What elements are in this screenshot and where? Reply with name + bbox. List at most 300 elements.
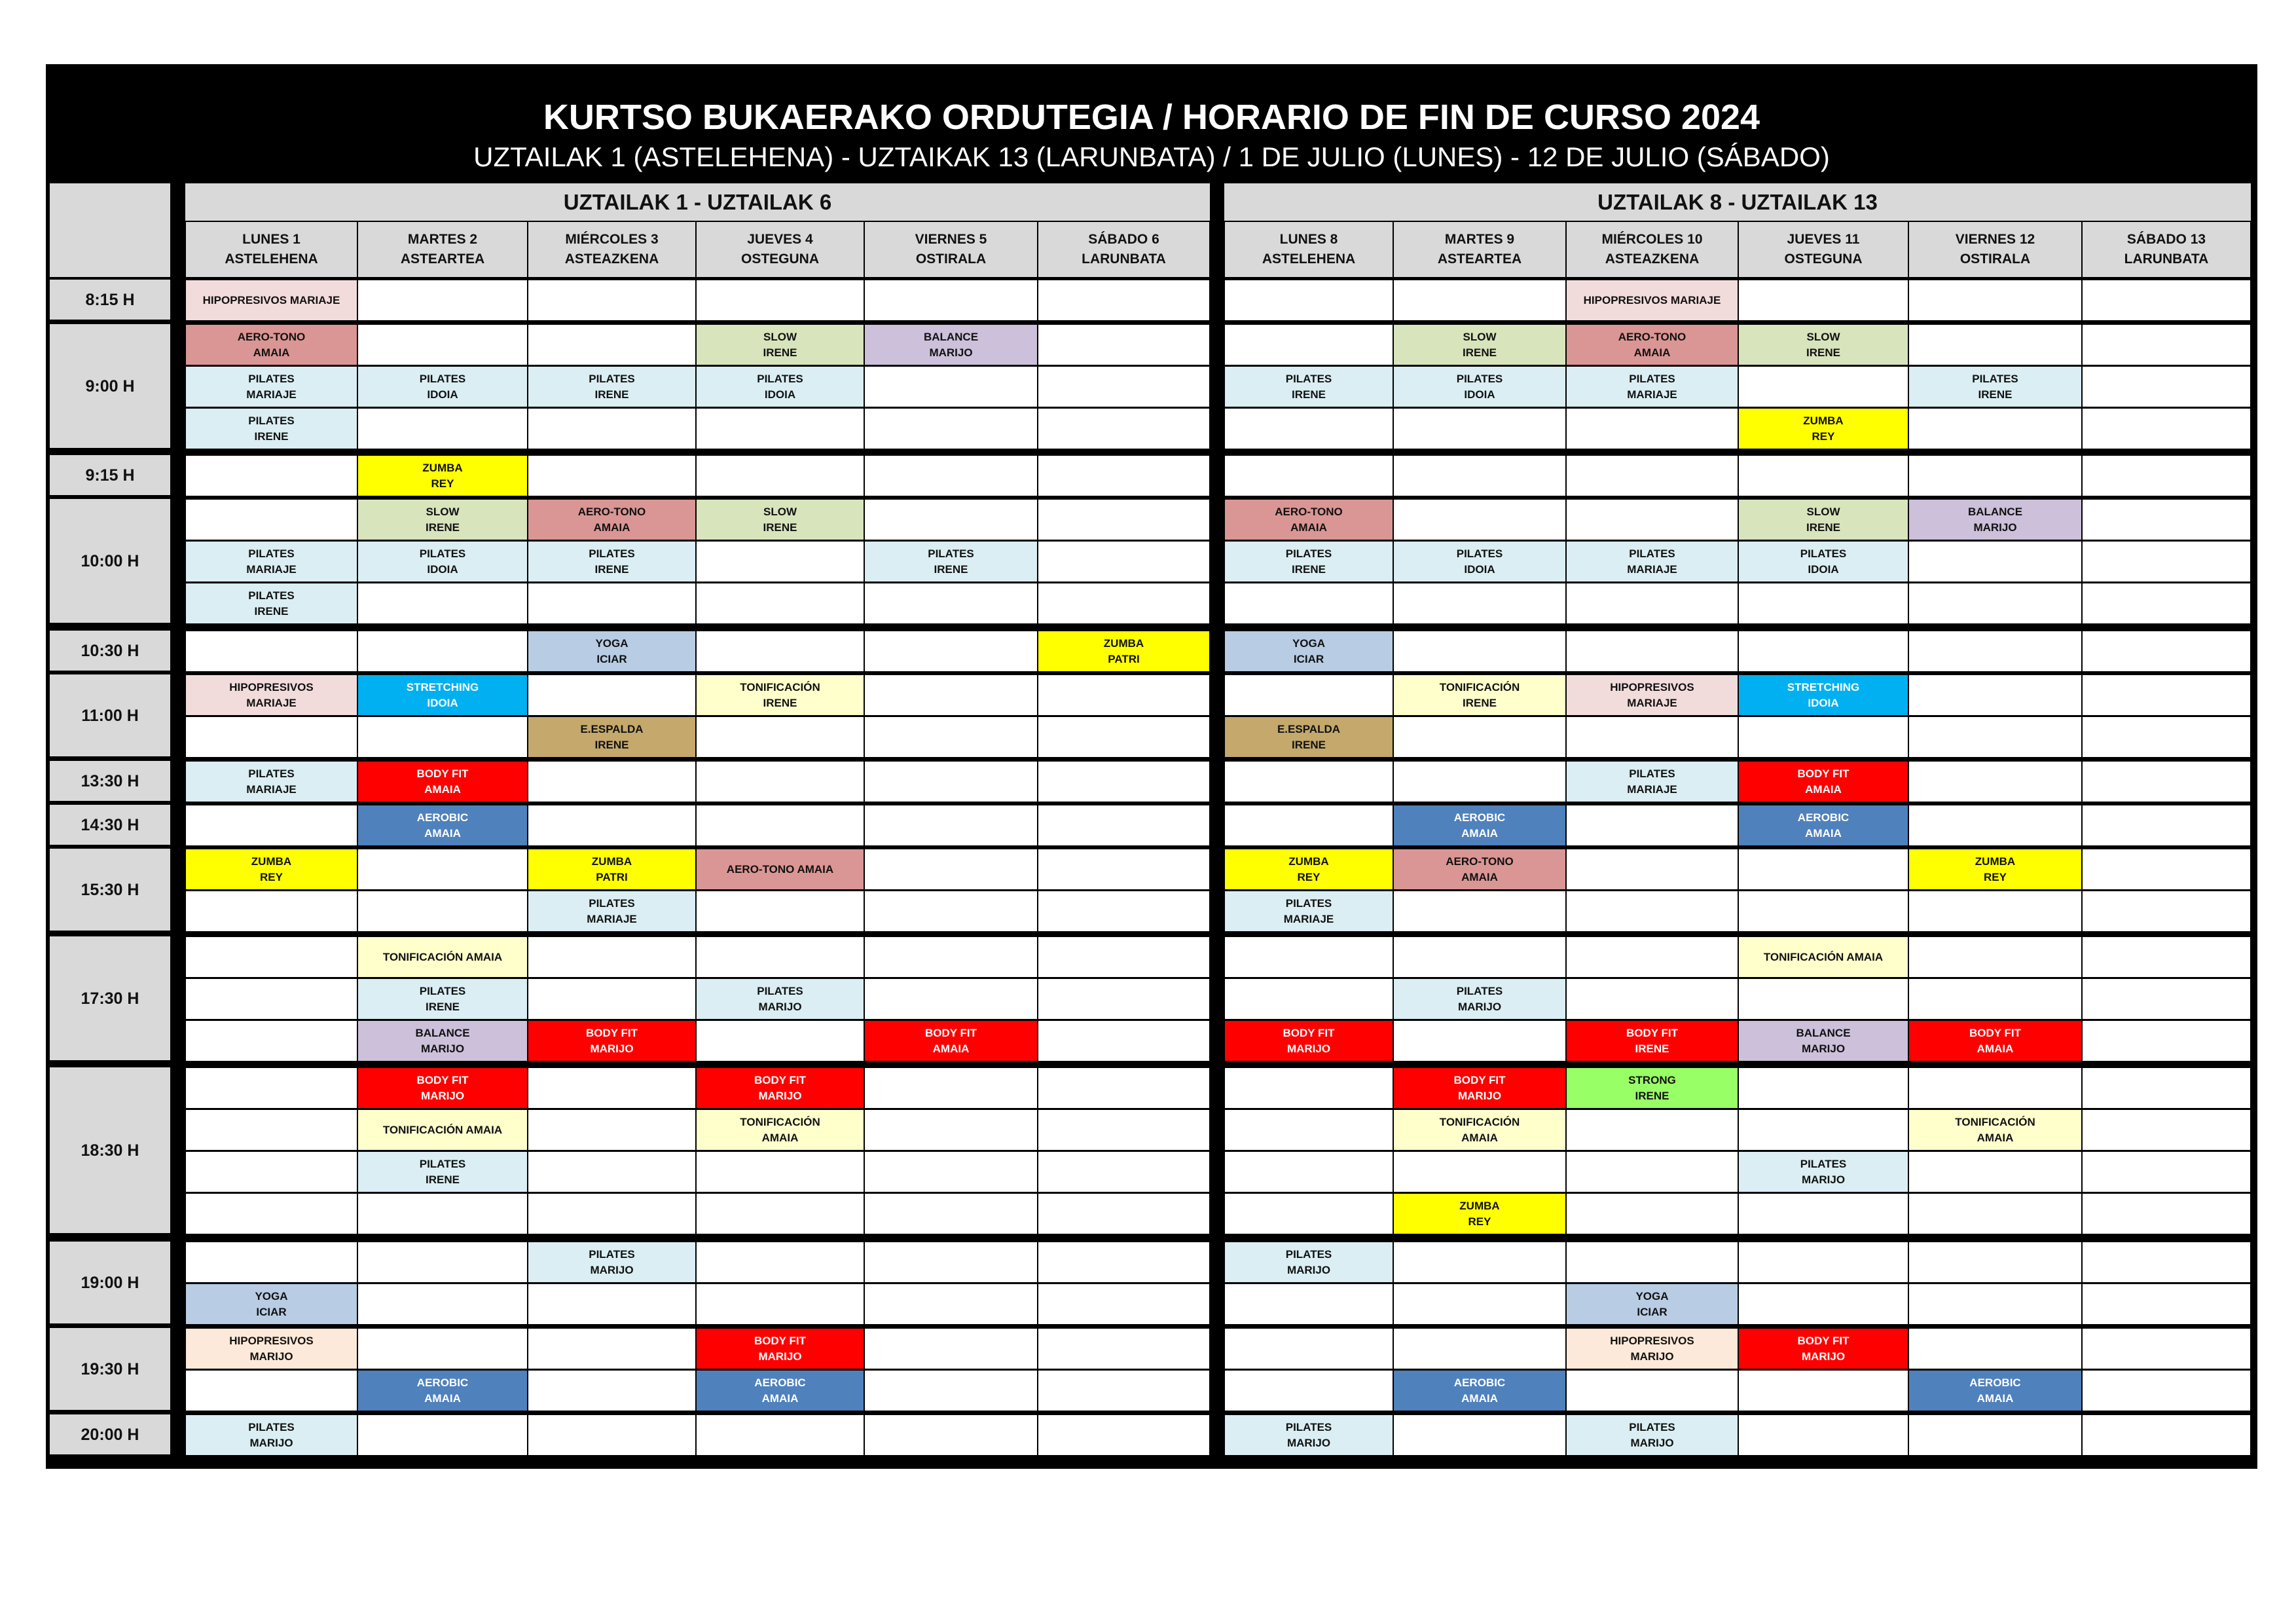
- class-cell[interactable]: [358, 937, 527, 977]
- class-cell[interactable]: [528, 500, 695, 540]
- empty-cell: [1567, 456, 1738, 496]
- class-cell[interactable]: [1394, 849, 1565, 889]
- class-cell[interactable]: [1567, 280, 1738, 320]
- day-header-line: ASTEAZKENA: [564, 251, 659, 267]
- class-cell-line: PILATES: [1285, 372, 1332, 385]
- empty-cell: [697, 280, 864, 320]
- empty-cell: [1567, 849, 1738, 889]
- class-cell[interactable]: [697, 367, 864, 407]
- class-cell[interactable]: [865, 1021, 1037, 1061]
- class-cell[interactable]: [186, 542, 357, 581]
- class-cell[interactable]: [186, 280, 357, 320]
- class-cell[interactable]: [1739, 1329, 1908, 1369]
- empty-cell: [697, 1021, 864, 1061]
- empty-cell: [1909, 1284, 2081, 1324]
- empty-cell: [528, 456, 695, 496]
- class-cell[interactable]: [697, 849, 864, 889]
- class-cell-line: PATRI: [1108, 652, 1140, 665]
- class-cell[interactable]: [697, 1068, 864, 1108]
- empty-cell: [1909, 583, 2081, 623]
- class-cell[interactable]: [358, 367, 527, 407]
- class-cell-line: HIPOPRESIVOS MARIAJE: [202, 293, 340, 306]
- class-cell[interactable]: [697, 979, 864, 1019]
- class-cell[interactable]: [1394, 979, 1565, 1019]
- day-header: [1225, 222, 1393, 277]
- empty-cell: [1739, 1068, 1908, 1108]
- class-cell-line: BODY FIT: [1797, 767, 1850, 780]
- class-cell-line: PILATES: [1800, 547, 1847, 560]
- time-slot: 14:30 H: [50, 805, 170, 845]
- class-cell[interactable]: [358, 762, 527, 802]
- class-cell[interactable]: [528, 631, 695, 671]
- class-cell[interactable]: [358, 979, 527, 1019]
- empty-cell: [865, 1415, 1037, 1455]
- empty-cell: [865, 500, 1037, 540]
- empty-cell: [528, 583, 695, 623]
- class-cell-line: PILATES: [1456, 984, 1503, 997]
- empty-cell: [528, 937, 695, 977]
- class-cell[interactable]: [1225, 631, 1393, 671]
- empty-cell: [1567, 805, 1738, 845]
- class-cell[interactable]: [697, 1329, 864, 1369]
- empty-cell: [1038, 937, 1209, 977]
- empty-cell: [1394, 891, 1565, 931]
- empty-cell: [1394, 1152, 1565, 1192]
- empty-cell: [1909, 717, 2081, 757]
- empty-cell: [1038, 1068, 1209, 1108]
- empty-cell: [1394, 409, 1565, 449]
- empty-cell: [186, 805, 357, 845]
- class-cell[interactable]: [186, 1415, 357, 1455]
- empty-cell: [1909, 979, 2081, 1019]
- class-cell-line: MARIAJE: [246, 563, 297, 576]
- class-cell[interactable]: [1909, 1021, 2081, 1061]
- class-cell[interactable]: [1225, 367, 1393, 407]
- empty-cell: [1909, 937, 2081, 977]
- empty-cell: [865, 979, 1037, 1019]
- time-slot: 11:00 H: [50, 674, 170, 756]
- class-cell[interactable]: [358, 1152, 527, 1192]
- class-cell[interactable]: [528, 849, 695, 889]
- class-cell-line: MARIJO: [1457, 1089, 1502, 1102]
- class-cell[interactable]: [1038, 631, 1209, 671]
- empty-cell: [865, 1194, 1037, 1234]
- class-cell-line: TONIFICACIÓN: [740, 1115, 820, 1128]
- class-cell-line: BODY FIT: [924, 1026, 977, 1039]
- empty-cell: [865, 280, 1037, 320]
- class-cell-line: ICIAR: [1637, 1305, 1667, 1318]
- empty-cell: [1038, 1415, 1209, 1455]
- empty-cell: [186, 1371, 357, 1411]
- class-cell[interactable]: [1394, 675, 1565, 715]
- empty-cell: [1225, 1371, 1393, 1411]
- empty-cell: [1038, 409, 1209, 449]
- class-cell-line: PILATES: [1629, 767, 1675, 780]
- empty-cell: [865, 1110, 1037, 1150]
- empty-cell: [1394, 1329, 1565, 1369]
- class-cell-line: REY: [1468, 1215, 1491, 1228]
- empty-cell: [1225, 325, 1393, 365]
- class-cell-line: PILATES: [1285, 547, 1332, 560]
- empty-cell: [1909, 456, 2081, 496]
- day-header-line: ASTEAZKENA: [1605, 251, 1700, 267]
- class-cell[interactable]: [697, 500, 864, 540]
- empty-cell: [186, 631, 357, 671]
- empty-cell: [358, 849, 527, 889]
- class-cell[interactable]: [1909, 849, 2081, 889]
- class-cell[interactable]: [865, 542, 1037, 581]
- class-cell-line: MARIAJE: [1627, 783, 1677, 796]
- empty-cell: [528, 325, 695, 365]
- class-cell[interactable]: [1567, 1068, 1738, 1108]
- empty-cell: [1225, 583, 1393, 623]
- day-header-line: JUEVES 11: [1787, 232, 1860, 247]
- empty-cell: [697, 631, 864, 671]
- day-header-line: ASTEARTEA: [400, 251, 485, 267]
- class-cell-line: ZUMBA: [251, 855, 292, 868]
- empty-cell: [1394, 1242, 1565, 1282]
- empty-cell: [1567, 631, 1738, 671]
- day-header-line: MIÉRCOLES 3: [565, 232, 659, 247]
- class-cell[interactable]: [528, 1021, 695, 1061]
- empty-cell: [186, 937, 357, 977]
- class-cell[interactable]: [1567, 762, 1738, 802]
- class-cell-line: PILATES: [419, 547, 466, 560]
- empty-cell: [2083, 456, 2250, 496]
- class-cell-line: TONIFICACIÓN: [740, 680, 820, 693]
- class-cell-line: SLOW: [426, 505, 460, 518]
- time-slot: 13:30 H: [50, 761, 170, 801]
- class-cell-line: PILATES: [757, 372, 803, 385]
- empty-cell: [2083, 762, 2250, 802]
- empty-cell: [528, 1068, 695, 1108]
- day-header: [697, 222, 864, 277]
- empty-cell: [1567, 1194, 1738, 1234]
- empty-cell: [1225, 1068, 1393, 1108]
- empty-cell: [1567, 1152, 1738, 1192]
- class-cell[interactable]: [1909, 1110, 2081, 1150]
- class-cell-line: ICIAR: [596, 652, 627, 665]
- class-cell-line: BODY FIT: [754, 1334, 807, 1347]
- class-cell[interactable]: [1225, 891, 1393, 931]
- class-cell[interactable]: [358, 805, 527, 845]
- class-cell-line: IRENE: [426, 1000, 460, 1013]
- class-cell[interactable]: [1394, 805, 1565, 845]
- empty-cell: [865, 805, 1037, 845]
- class-cell[interactable]: [697, 1371, 864, 1411]
- class-cell[interactable]: [865, 325, 1037, 365]
- class-cell-line: E.ESPALDA: [580, 722, 644, 735]
- day-header: [1567, 222, 1738, 277]
- empty-cell: [1225, 762, 1393, 802]
- empty-cell: [2083, 1371, 2250, 1411]
- empty-cell: [186, 1152, 357, 1192]
- class-cell-line: BALANCE: [1796, 1026, 1851, 1039]
- class-cell[interactable]: [358, 500, 527, 540]
- class-cell[interactable]: [1739, 675, 1908, 715]
- class-cell-line: TONIFICACIÓN AMAIA: [1763, 950, 1884, 963]
- empty-cell: [697, 891, 864, 931]
- class-cell[interactable]: [1739, 1152, 1908, 1192]
- empty-cell: [1739, 631, 1908, 671]
- class-cell[interactable]: [1225, 1021, 1393, 1061]
- empty-cell: [1739, 1371, 1908, 1411]
- empty-cell: [1739, 717, 1908, 757]
- empty-cell: [2083, 1110, 2250, 1150]
- class-cell[interactable]: [358, 456, 527, 496]
- empty-cell: [1038, 1284, 1209, 1324]
- class-cell[interactable]: [186, 1284, 357, 1324]
- empty-cell: [865, 583, 1037, 623]
- empty-cell: [1567, 979, 1738, 1019]
- empty-cell: [528, 1415, 695, 1455]
- class-cell[interactable]: [1225, 717, 1393, 757]
- class-cell[interactable]: [186, 849, 357, 889]
- empty-cell: [1038, 1110, 1209, 1150]
- class-cell[interactable]: [358, 1021, 527, 1061]
- class-cell-line: MARIJO: [1630, 1350, 1674, 1363]
- class-cell-line: IRENE: [1463, 346, 1497, 359]
- class-cell-line: IRENE: [254, 430, 289, 443]
- class-cell[interactable]: [1567, 1329, 1738, 1369]
- class-cell[interactable]: [1394, 325, 1565, 365]
- class-cell[interactable]: [186, 675, 357, 715]
- empty-cell: [358, 1284, 527, 1324]
- class-cell-line: AEROBIC: [1453, 1376, 1506, 1389]
- class-cell[interactable]: [358, 675, 527, 715]
- day-header-line: ASTELEHENA: [225, 251, 318, 267]
- class-cell[interactable]: [528, 1242, 695, 1282]
- empty-cell: [2083, 1415, 2250, 1455]
- class-cell-line: AERO-TONO AMAIA: [726, 862, 834, 876]
- day-header: [1739, 222, 1908, 277]
- class-cell[interactable]: [1567, 1415, 1738, 1455]
- empty-cell: [1038, 367, 1209, 407]
- class-cell[interactable]: [186, 1329, 357, 1369]
- class-cell-line: IRENE: [1292, 563, 1326, 576]
- class-cell-line: SLOW: [1463, 330, 1497, 343]
- class-cell[interactable]: [1739, 542, 1908, 581]
- time-slot: 10:30 H: [50, 631, 170, 671]
- class-cell[interactable]: [528, 367, 695, 407]
- empty-cell: [186, 717, 357, 757]
- class-cell-line: BALANCE: [1967, 505, 2023, 518]
- class-cell-line: PILATES: [589, 896, 635, 910]
- class-cell-line: IRENE: [594, 563, 629, 576]
- empty-cell: [1225, 1329, 1393, 1369]
- class-cell[interactable]: [1225, 849, 1393, 889]
- class-cell[interactable]: [1739, 1021, 1908, 1061]
- class-cell[interactable]: [1394, 1110, 1565, 1150]
- class-cell[interactable]: [697, 1110, 864, 1150]
- empty-cell: [1038, 805, 1209, 845]
- time-slot: 19:30 H: [50, 1328, 170, 1410]
- class-cell-line: IRENE: [1292, 388, 1326, 401]
- class-cell[interactable]: [186, 762, 357, 802]
- class-cell[interactable]: [358, 1110, 527, 1150]
- class-cell-line: AMAIA: [932, 1042, 970, 1055]
- class-cell[interactable]: [1394, 1194, 1565, 1234]
- empty-cell: [1567, 717, 1738, 757]
- class-cell[interactable]: [528, 717, 695, 757]
- class-cell-line: AMAIA: [424, 826, 461, 840]
- empty-cell: [1038, 1329, 1209, 1369]
- empty-cell: [186, 456, 357, 496]
- class-cell-line: TONIFICACIÓN: [1439, 1115, 1520, 1128]
- empty-cell: [2083, 1194, 2250, 1234]
- empty-cell: [2083, 849, 2250, 889]
- class-cell[interactable]: [1394, 1371, 1565, 1411]
- class-cell-line: PILATES: [1285, 1247, 1332, 1261]
- class-cell-line: ICIAR: [256, 1305, 287, 1318]
- class-cell[interactable]: [358, 542, 527, 581]
- corner-header: [50, 183, 170, 277]
- empty-cell: [697, 1242, 864, 1282]
- day-header-line: MIÉRCOLES 10: [1601, 232, 1703, 247]
- class-cell-line: AMAIA: [761, 1392, 799, 1405]
- empty-cell: [2083, 805, 2250, 845]
- empty-cell: [2083, 717, 2250, 757]
- empty-cell: [865, 456, 1037, 496]
- class-cell-line: MARIJO: [420, 1042, 465, 1055]
- class-cell[interactable]: [1739, 762, 1908, 802]
- class-cell-line: TONIFICACIÓN AMAIA: [382, 1123, 503, 1136]
- empty-cell: [1394, 631, 1565, 671]
- class-cell[interactable]: [1225, 500, 1393, 540]
- class-cell-line: MARIJO: [1286, 1436, 1331, 1449]
- empty-cell: [1909, 675, 2081, 715]
- empty-cell: [1225, 1284, 1393, 1324]
- empty-cell: [697, 456, 864, 496]
- empty-cell: [1739, 849, 1908, 889]
- class-cell[interactable]: [528, 542, 695, 581]
- empty-cell: [358, 631, 527, 671]
- empty-cell: [358, 1415, 527, 1455]
- class-cell-line: BODY FIT: [416, 767, 469, 780]
- empty-cell: [865, 762, 1037, 802]
- class-cell[interactable]: [1739, 805, 1908, 845]
- class-cell[interactable]: [1739, 409, 1908, 449]
- class-cell-line: HIPOPRESIVOS: [229, 1334, 314, 1347]
- class-cell-line: AEROBIC: [1969, 1376, 2021, 1389]
- class-cell[interactable]: [1567, 542, 1738, 581]
- class-cell[interactable]: [1567, 325, 1738, 365]
- empty-cell: [1909, 409, 2081, 449]
- class-cell[interactable]: [1909, 1371, 2081, 1411]
- class-cell[interactable]: [186, 583, 357, 623]
- class-cell[interactable]: [1225, 542, 1393, 581]
- empty-cell: [2083, 1021, 2250, 1061]
- class-cell-line: YOGA: [1292, 637, 1326, 650]
- class-cell-line: IDOIA: [427, 696, 458, 709]
- class-cell-line: PILATES: [1629, 547, 1675, 560]
- class-cell-line: HIPOPRESIVOS: [1610, 1334, 1694, 1347]
- empty-cell: [358, 1242, 527, 1282]
- empty-cell: [1567, 1371, 1738, 1411]
- class-cell-line: MARIJO: [1801, 1350, 1846, 1363]
- class-cell[interactable]: [697, 675, 864, 715]
- empty-cell: [865, 717, 1037, 757]
- class-cell-line: HIPOPRESIVOS: [1610, 680, 1694, 693]
- class-cell-line: IRENE: [763, 521, 797, 534]
- empty-cell: [1394, 1415, 1565, 1455]
- empty-cell: [697, 583, 864, 623]
- empty-cell: [1225, 805, 1393, 845]
- class-cell[interactable]: [1225, 1242, 1393, 1282]
- class-cell[interactable]: [1909, 500, 2081, 540]
- empty-cell: [358, 891, 527, 931]
- class-cell[interactable]: [1567, 1021, 1738, 1061]
- class-cell-line: MARIAJE: [587, 912, 637, 925]
- class-cell[interactable]: [1739, 937, 1908, 977]
- empty-cell: [697, 717, 864, 757]
- class-cell[interactable]: [1567, 1284, 1738, 1324]
- empty-cell: [1909, 891, 2081, 931]
- class-cell-line: AERO-TONO: [577, 505, 646, 518]
- class-cell-line: PILATES: [1456, 547, 1503, 560]
- day-header: [358, 222, 527, 277]
- class-cell-line: AMAIA: [1461, 826, 1498, 840]
- time-slot: 17:30 H: [50, 936, 170, 1060]
- class-cell[interactable]: [186, 367, 357, 407]
- empty-cell: [1567, 409, 1738, 449]
- class-cell-line: AMAIA: [1461, 870, 1498, 883]
- class-cell[interactable]: [1394, 542, 1565, 581]
- class-cell[interactable]: [1225, 1415, 1393, 1455]
- empty-cell: [697, 805, 864, 845]
- day-header: [2083, 222, 2250, 277]
- empty-cell: [1394, 1284, 1565, 1324]
- class-cell-line: MARIAJE: [1627, 388, 1677, 401]
- empty-cell: [1909, 542, 2081, 581]
- class-cell-line: AEROBIC: [416, 811, 469, 824]
- class-cell-line: AMAIA: [1977, 1042, 2014, 1055]
- class-cell-line: AMAIA: [1461, 1392, 1498, 1405]
- class-cell[interactable]: [1394, 1068, 1565, 1108]
- class-cell[interactable]: [1394, 367, 1565, 407]
- class-cell[interactable]: [1739, 500, 1908, 540]
- class-cell[interactable]: [528, 891, 695, 931]
- class-cell[interactable]: [358, 1371, 527, 1411]
- day-header: [865, 222, 1037, 277]
- class-cell-line: BODY FIT: [1626, 1026, 1679, 1039]
- class-cell[interactable]: [1567, 675, 1738, 715]
- class-cell[interactable]: [1909, 367, 2081, 407]
- class-cell[interactable]: [186, 325, 357, 365]
- class-cell-line: IDOIA: [1808, 696, 1839, 709]
- empty-cell: [2083, 675, 2250, 715]
- day-header: [1394, 222, 1565, 277]
- time-slot: 9:00 H: [50, 324, 170, 448]
- class-cell[interactable]: [358, 1068, 527, 1108]
- class-cell-line: PILATES: [248, 547, 295, 560]
- class-cell-line: REY: [431, 477, 454, 490]
- class-cell-line: IRENE: [1292, 738, 1326, 751]
- class-cell-line: AMAIA: [1461, 1131, 1498, 1144]
- day-header-line: JUEVES 4: [747, 232, 813, 247]
- class-cell-line: IRENE: [426, 1173, 460, 1186]
- class-cell[interactable]: [697, 325, 864, 365]
- time-slot: 19:00 H: [50, 1242, 170, 1323]
- empty-cell: [1567, 583, 1738, 623]
- empty-cell: [1225, 1152, 1393, 1192]
- empty-cell: [528, 1371, 695, 1411]
- class-cell[interactable]: [1739, 325, 1908, 365]
- class-cell[interactable]: [1567, 367, 1738, 407]
- class-cell-line: BODY FIT: [1283, 1026, 1335, 1039]
- empty-cell: [697, 937, 864, 977]
- class-cell[interactable]: [186, 409, 357, 449]
